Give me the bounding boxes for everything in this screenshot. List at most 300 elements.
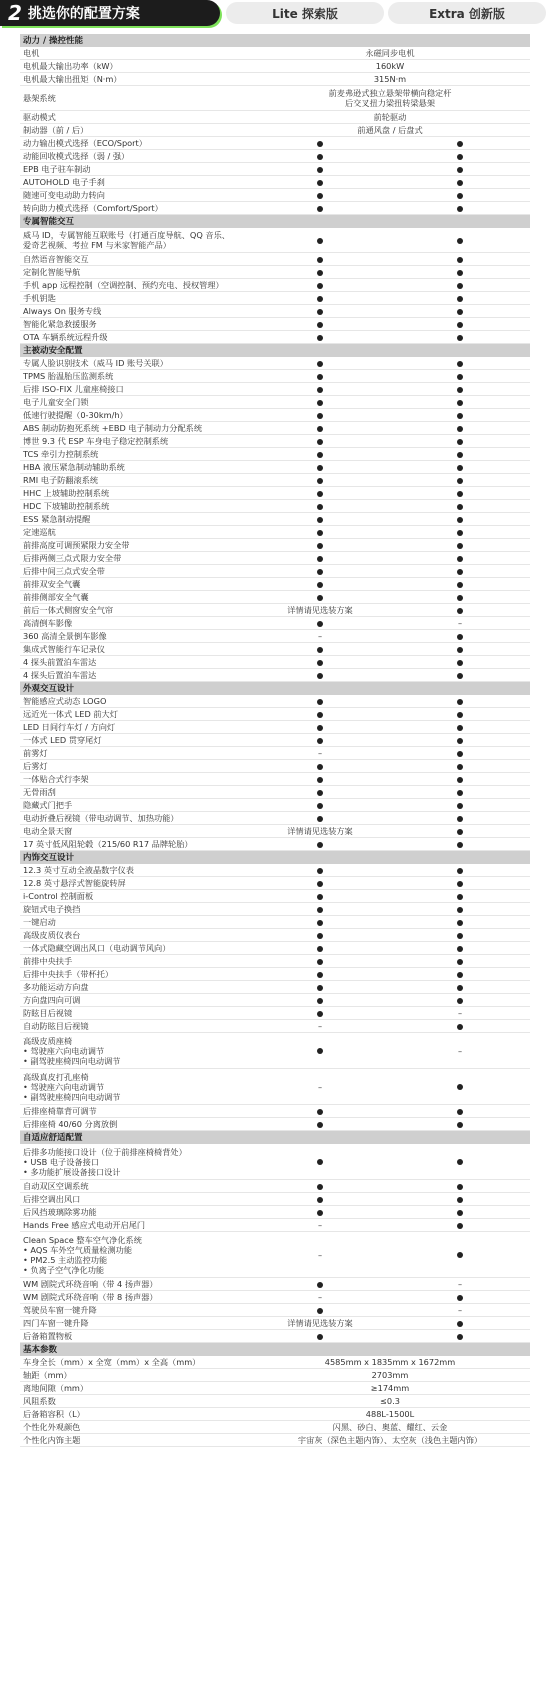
spec-value-extra: – [457,1305,463,1315]
standard-dot-icon [317,1308,323,1314]
standard-dot-icon [457,517,463,523]
standard-dot-icon [317,154,323,160]
spec-row [20,292,530,305]
standard-dot-icon [457,1321,463,1327]
spec-name: 智能化紧急救援服务 [23,319,97,329]
spec-value-extra [390,891,530,901]
standard-dot-icon [317,180,323,186]
spec-row [20,591,530,604]
spec-name: ABS 制动防抱死系统 +EBD 电子制动力分配系统 [23,423,203,433]
spec-value-extra [390,1194,530,1204]
standard-dot-icon [457,543,463,549]
spec-name: Always On 服务专线 [23,306,102,316]
spec-value-lite: – [317,1220,323,1230]
spec-value-lite: – [317,1292,323,1302]
spec-value-lite [250,1305,390,1315]
spec-name: 前排双安全气囊 [23,579,81,589]
spec-value-lite [250,813,390,823]
section-header: 外观交互设计 [20,682,530,695]
spec-row [20,202,530,215]
spec-row [20,981,530,994]
spec-row [20,1408,530,1421]
spec-value-extra [390,579,530,589]
standard-dot-icon [457,582,463,588]
spec-value-lite [250,982,390,992]
spec-value-extra [390,1207,530,1217]
spec-value-extra [390,826,530,836]
standard-dot-icon [317,712,323,718]
spec-name: 4 探头后置泊车雷达 [23,670,97,680]
standard-dot-icon [317,543,323,549]
standard-dot-icon [457,335,463,341]
spec-value-lite [250,540,390,550]
standard-dot-icon [457,881,463,887]
spec-name: 集成式智能行车记录仪 [23,644,105,654]
standard-dot-icon [317,764,323,770]
spec-value-extra [390,904,530,914]
standard-dot-icon [317,803,323,809]
standard-dot-icon [457,647,463,653]
spec-name: 转向助力模式选择（Comfort/Sport） [23,203,163,213]
spec-value-extra: – [457,618,463,628]
spec-row [20,331,530,344]
spec-value-shared: 488L-1500L [365,1409,415,1419]
spec-name: 前雾灯 [23,748,48,758]
standard-dot-icon [457,660,463,666]
spec-value-lite [250,1157,390,1167]
spec-name: 低速行驶提醒（0-30km/h） [23,410,128,420]
spec-value-extra [390,397,530,407]
spec-row [20,1219,530,1232]
spec-value-extra [390,657,530,667]
standard-dot-icon [457,452,463,458]
spec-value-extra [390,371,530,381]
standard-dot-icon [457,803,463,809]
spec-name: HHC 上坡辅助控制系统 [23,488,110,498]
spec-name: 多功能运动方向盘 [23,982,89,992]
spec-value-lite: – [317,1249,323,1260]
spec-name: WM 剧院式环绕音响（带 8 扬声器） [23,1292,158,1302]
spec-name: 手机钥匙 [23,293,56,303]
spec-row [20,1317,530,1330]
standard-dot-icon [317,361,323,367]
spec-value-extra [390,709,530,719]
spec-value-lite [250,904,390,914]
spec-value-lite [250,917,390,927]
standard-dot-icon [317,413,323,419]
spec-value-lite [250,397,390,407]
spec-row [20,786,530,799]
spec-value-lite: 详情请见选装方案 [287,1318,353,1328]
header [0,0,550,32]
spec-name: 后排座椅 40/60 分离放倒 [23,1119,118,1129]
spec-value-extra [390,319,530,329]
spec-name: 专属人脸识别技术（威马 ID 账号关联） [23,358,168,368]
spec-row [20,435,530,448]
standard-dot-icon [317,972,323,978]
spec-value-extra [390,254,530,264]
spec-name: 360 高清全景倒车影像 [23,631,107,641]
standard-dot-icon [317,517,323,523]
spec-name: 制动器（前 / 后） [23,125,89,135]
spec-row [20,630,530,643]
standard-dot-icon [457,725,463,731]
spec-row [20,747,530,760]
spec-row [20,968,530,981]
standard-dot-icon [457,296,463,302]
spec-value-extra [390,865,530,875]
standard-dot-icon [317,556,323,562]
spec-value-lite [250,774,390,784]
spec-name: 后排空调出风口 [23,1194,81,1204]
spec-row [20,1180,530,1193]
spec-name: 后排 ISO-FIX 儿童座椅接口 [23,384,124,394]
spec-value-lite [250,332,390,342]
spec-name: 离地间隙（mm） [23,1383,89,1393]
spec-value-lite [250,527,390,537]
spec-value-lite [250,878,390,888]
standard-dot-icon [457,283,463,289]
spec-name: 动能回收模式选择（弱 / 强） [23,151,130,161]
spec-value-extra [390,969,530,979]
spec-row [20,383,530,396]
standard-dot-icon [317,374,323,380]
spec-value-extra [390,514,530,524]
spec-name: 隐藏式门把手 [23,800,73,810]
spec-row [20,955,530,968]
spec-row [20,228,530,253]
spec-value-extra [390,501,530,511]
section-header: 自适应舒适配置 [20,1131,530,1144]
spec-value-extra [390,384,530,394]
spec-value-extra [390,696,530,706]
spec-value-extra [390,1250,530,1260]
spec-value-extra [390,1021,530,1031]
spec-value-lite [250,579,390,589]
spec-row [20,656,530,669]
standard-dot-icon [317,1184,323,1190]
standard-dot-icon [317,816,323,822]
spec-value-shared: 前轮驱动 [373,112,407,122]
standard-dot-icon [457,180,463,186]
spec-name: 无骨雨刮 [23,787,56,797]
spec-name: 前排中央扶手 [23,956,73,966]
spec-value-extra [390,813,530,823]
spec-value-lite [250,969,390,979]
spec-value-lite: – [317,631,323,641]
standard-dot-icon [317,1159,323,1165]
spec-value-extra [390,592,530,602]
spec-value-lite [250,1008,390,1018]
standard-dot-icon [317,946,323,952]
spec-value-extra [390,930,530,940]
spec-name: 高级皮质座椅 • 驾驶座六向电动调节 • 副驾驶座椅四向电动调节 [23,1035,121,1066]
spec-value-extra [390,1292,530,1302]
spec-value-extra [390,605,530,615]
spec-row [20,1007,530,1020]
tab-lite[interactable]: Lite 探索版 [226,2,384,24]
spec-value-lite [250,1106,390,1116]
spec-name: 后排中间三点式安全带 [23,566,105,576]
spec-value-extra [390,956,530,966]
standard-dot-icon [457,972,463,978]
spec-value-lite [250,449,390,459]
spec-value-extra [390,280,530,290]
spec-value-lite [250,735,390,745]
spec-value-lite: 详情请见选装方案 [287,605,353,615]
spec-value-lite [250,1207,390,1217]
spec-name: 悬架系统 [23,93,56,103]
spec-name: 后雾灯 [23,761,48,771]
spec-value-lite [250,787,390,797]
spec-row [20,812,530,825]
standard-dot-icon [457,400,463,406]
spec-value-lite [250,592,390,602]
spec-value-extra [390,800,530,810]
spec-value-lite [250,696,390,706]
spec-value-lite [250,319,390,329]
spec-row [20,253,530,266]
standard-dot-icon [457,504,463,510]
standard-dot-icon [457,1197,463,1203]
spec-row [20,137,530,150]
spec-value-extra [390,644,530,654]
section-header: 专属智能交互 [20,215,530,228]
standard-dot-icon [457,920,463,926]
standard-dot-icon [317,673,323,679]
spec-value-lite [250,839,390,849]
spec-name: 后排座椅靠背可调节 [23,1106,97,1116]
spec-name: ESS 紧急制动提醒 [23,514,91,524]
standard-dot-icon [317,1011,323,1017]
standard-dot-icon [317,1210,323,1216]
spec-row [20,111,530,124]
spec-value-extra [390,1331,530,1341]
spec-row [20,1206,530,1219]
spec-name: 后排中央扶手（带杯托） [23,969,114,979]
standard-dot-icon [317,777,323,783]
standard-dot-icon [457,634,463,640]
standard-dot-icon [317,881,323,887]
spec-value-lite [250,800,390,810]
standard-dot-icon [317,842,323,848]
spec-value-extra [390,164,530,174]
spec-value-lite [250,657,390,667]
spec-name: WM 剧院式环绕音响（带 4 扬声器） [23,1279,158,1289]
spec-row [20,448,530,461]
spec-value-shared: ≤0.3 [380,1396,400,1406]
standard-dot-icon [317,238,323,244]
standard-dot-icon [457,933,463,939]
spec-value-extra [390,190,530,200]
spec-row [20,1291,530,1304]
spec-name: 后排两侧三点式限力安全带 [23,553,122,563]
spec-row [20,643,530,656]
standard-dot-icon [317,257,323,263]
standard-dot-icon [457,608,463,614]
spec-row [20,617,530,630]
spec-name: 电机最大输出功率（kW） [23,61,118,71]
standard-dot-icon [457,868,463,874]
standard-dot-icon [457,478,463,484]
spec-name: LED 日间行车灯 / 方向灯 [23,722,116,732]
standard-dot-icon [317,426,323,432]
standard-dot-icon [457,816,463,822]
spec-row [20,279,530,292]
standard-dot-icon [457,1024,463,1030]
standard-dot-icon [457,491,463,497]
spec-value-lite [250,190,390,200]
spec-name: 定制化智能导航 [23,267,81,277]
spec-name: 定速巡航 [23,527,56,537]
spec-value-extra [390,1318,530,1328]
spec-value-lite [250,267,390,277]
spec-value-shared: 160kW [375,61,405,71]
section-header: 基本参数 [20,1343,530,1356]
standard-dot-icon [317,1048,323,1054]
spec-row [20,189,530,202]
tab-extra[interactable]: Extra 创新版 [388,2,546,24]
standard-dot-icon [457,985,463,991]
spec-value-lite [250,371,390,381]
spec-value-extra [390,761,530,771]
spec-row [20,734,530,747]
spec-value-extra [390,943,530,953]
spec-name: HBA 液压紧急制动辅助系统 [23,462,125,472]
spec-row [20,1421,530,1434]
spec-value-lite [250,514,390,524]
standard-dot-icon [457,777,463,783]
standard-dot-icon [457,387,463,393]
spec-value-shared: 永磁同步电机 [365,48,415,58]
standard-dot-icon [317,907,323,913]
spec-value-lite [250,501,390,511]
standard-dot-icon [457,673,463,679]
standard-dot-icon [457,1210,463,1216]
spec-value-extra [390,306,530,316]
spec-name: 前排高度可调预紧限力安全带 [23,540,130,550]
spec-name: 电动全景天窗 [23,826,73,836]
spec-value-lite [250,956,390,966]
spec-value-lite: – [317,1081,323,1092]
spec-name: 旋钮式电子换挡 [23,904,81,914]
spec-row [20,1069,530,1105]
spec-row [20,1382,530,1395]
standard-dot-icon [457,712,463,718]
standard-dot-icon [317,439,323,445]
spec-value-extra [390,1106,530,1116]
spec-row [20,916,530,929]
spec-value-lite [250,462,390,472]
spec-name: 电动折叠后视镜（带电动调节、加热功能） [23,813,179,823]
spec-name: 12.8 英寸悬浮式智能旋转屏 [23,878,126,888]
spec-value-lite [250,280,390,290]
standard-dot-icon [317,387,323,393]
standard-dot-icon [317,790,323,796]
standard-dot-icon [457,1223,463,1229]
standard-dot-icon [457,699,463,705]
spec-row [20,86,530,111]
standard-dot-icon [317,296,323,302]
standard-dot-icon [457,790,463,796]
spec-name: 后排多功能接口设计（位于前排座椅椅背处） • USB 电子设备接口 • 多功能扩展设备接口设计 [23,1146,187,1177]
spec-row [20,1105,530,1118]
spec-row [20,942,530,955]
spec-row [20,150,530,163]
standard-dot-icon [457,167,463,173]
standard-dot-icon [457,439,463,445]
spec-value-lite [250,670,390,680]
spec-row [20,994,530,1007]
spec-value-extra [390,293,530,303]
spec-name: 电机 [23,48,40,58]
config-title-banner [0,0,220,26]
spec-value-extra [390,423,530,433]
standard-dot-icon [457,141,463,147]
spec-value-extra [390,267,530,277]
section-header: 主被动安全配置 [20,344,530,357]
standard-dot-icon [317,868,323,874]
spec-row [20,864,530,877]
spec-value-extra [390,1181,530,1191]
standard-dot-icon [317,283,323,289]
standard-dot-icon [457,556,463,562]
spec-value-extra [390,1220,530,1230]
spec-row [20,1356,530,1369]
standard-dot-icon [317,738,323,744]
standard-dot-icon [317,621,323,627]
spec-name: 高清倒车影像 [23,618,73,628]
spec-name: HDC 下坡辅助控制系统 [23,501,110,511]
standard-dot-icon [457,361,463,367]
spec-name: 方向盘四向可调 [23,995,81,1005]
standard-dot-icon [317,335,323,341]
spec-row [20,1033,530,1069]
standard-dot-icon [457,426,463,432]
spec-row [20,578,530,591]
spec-value-shared: 前麦弗逊式独立悬架带横向稳定杆 后交叉扭力梁扭转梁悬架 [328,88,452,108]
spec-name: OTA 车辆系统远程升级 [23,332,108,342]
standard-dot-icon [317,530,323,536]
spec-row [20,176,530,189]
spec-row [20,760,530,773]
spec-value-lite [250,891,390,901]
standard-dot-icon [317,1282,323,1288]
standard-dot-icon [317,167,323,173]
spec-name: 前后一体式侧窗安全气帘 [23,605,114,615]
spec-value-extra [390,722,530,732]
spec-name: 轴距（mm） [23,1370,72,1380]
spec-name: 后风挡玻璃除雾功能 [23,1207,97,1217]
spec-value-lite [250,436,390,446]
standard-dot-icon [317,985,323,991]
spec-row [20,500,530,513]
standard-dot-icon [317,400,323,406]
spec-row [20,305,530,318]
spec-row [20,1278,530,1291]
standard-dot-icon [457,257,463,263]
spec-value-lite [250,203,390,213]
standard-dot-icon [317,699,323,705]
spec-value-extra [390,410,530,420]
spec-table [20,34,530,1447]
spec-name: 动力输出模式选择（ECO/Sport） [23,138,147,148]
spec-row [20,721,530,734]
page-title: 挑选你的配置方案 [27,6,140,22]
spec-value-lite [250,475,390,485]
spec-value-lite [250,1119,390,1129]
spec-value-extra [390,488,530,498]
